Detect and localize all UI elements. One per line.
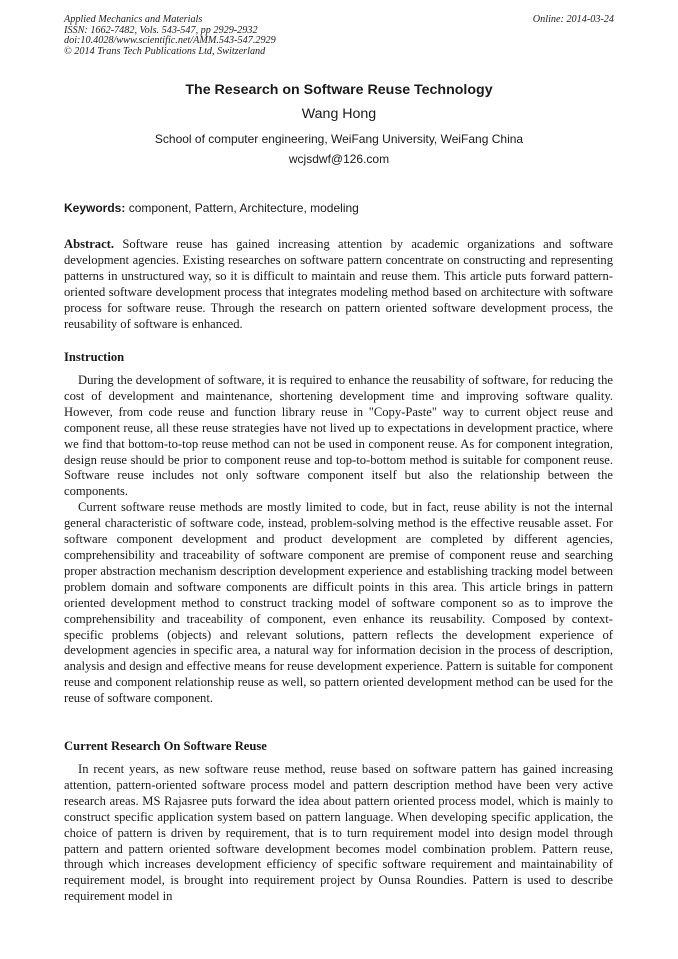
abstract-paragraph <box>64 237 613 332</box>
doi-line: doi:10.4028/www.scientific.net/AMM.543-547.2929 <box>64 35 276 47</box>
paragraph: In recent years, as new software reuse method, reuse based on software pattern has gained increasing attention, pattern-oriented software process model and pattern description method have been very active research areas. MS Rajasree puts forward the idea about pattern oriented process model, which is mainly to construct specific application system based on pattern language. When developing specific application, the choice of pattern is driven by requirement, that is to turn requirement model into design model through pattern and pattern oriented software development becomes model combination problem. Pattern reuse, through which increases development efficiency of specific software requirement and maintainability of requirement model, is brought into requirement project by Ounsa Roundies. Pattern is used to describe requirement model in <box>64 762 613 904</box>
keywords-line <box>64 201 359 215</box>
abstract-label: Abstract. <box>64 237 115 251</box>
abstract <box>64 237 613 332</box>
paragraph: During the development of software, it is required to enhance the reusability of software, for reducing the cost of development and maintenance, shortening development time and improving software quality. However, from code reuse and function library reuse in "Copy-Paste" way to current object reuse and component reuse, all these reuse strategies have not lived up to expectations in development practice, where we find that bottom-to-top reuse method can not be used in component reuse. As for component integration, design reuse should be prior to component reuse and top-to-bottom method is suitable for component reuse. Software reuse includes not only software component itself but also the relationship between the components. <box>64 373 613 499</box>
author-affiliation: School of computer engineering, WeiFang University, WeiFang China <box>154 132 524 146</box>
section-current-research <box>64 762 613 905</box>
copyright-line: © 2014 Trans Tech Publications Ltd, Switzerland <box>64 45 266 57</box>
section-heading-current-research: Current Research On Software Reuse <box>64 739 267 753</box>
paragraph: Current software reuse methods are mostly limited to code, but in fact, reuse ability is not the internal general characteristic of software code, instead, problem-solving method is the effective reusable asset. For software component development and product development are completed by different agencies, comprehensibility and traceability of software component are premise of component reuse and searching proper abstraction mechanism description development experience and establishing tracking model between problem domain and software components are difficult points in this area. This article brings in pattern oriented development method to construct tracking model of software component so as to improve the comprehensibility and traceability of component, even enhance its reusability. Composed by context-specific problems (objects) and relevant solutions, pattern reflects the development experience of development agencies in specific area, a natural way for information decision in the process of description, analysis and design and effective means for reuse development experience. Pattern is suitable for component reuse and component relationship reuse as well, so pattern oriented development method can be used for the reuse of software component. <box>64 500 613 706</box>
abstract-text: Software reuse has gained increasing attention by academic organizations and software development agencies. Existing researches on software pattern concentrate on constructing and representing patterns in unstructured way, so it is difficult to maintain and reuse them. This article puts forward pattern-oriented software development process that integrates modeling method based on architecture with software process for software reuse. Through the research on pattern oriented software development process, the reusability of software is enhanced. <box>64 237 613 331</box>
author-name: Wang Hong <box>301 106 377 122</box>
paper-title: The Research on Software Reuse Technology <box>185 82 493 98</box>
author-email: wcjsdwf@126.com <box>288 152 390 166</box>
keywords-label: Keywords: <box>64 201 126 215</box>
journal-header <box>64 15 276 57</box>
keywords-text: component, Pattern, Architecture, modeling <box>128 201 359 215</box>
online-date: Online: 2014-03-24 <box>532 14 614 25</box>
section-heading-instruction: Instruction <box>64 350 125 364</box>
issn-line: ISSN: 1662-7482, Vols. 543-547, pp 2929-2932 <box>64 24 258 36</box>
journal-name: Applied Mechanics and Materials <box>64 14 203 25</box>
section-instruction <box>64 373 613 707</box>
